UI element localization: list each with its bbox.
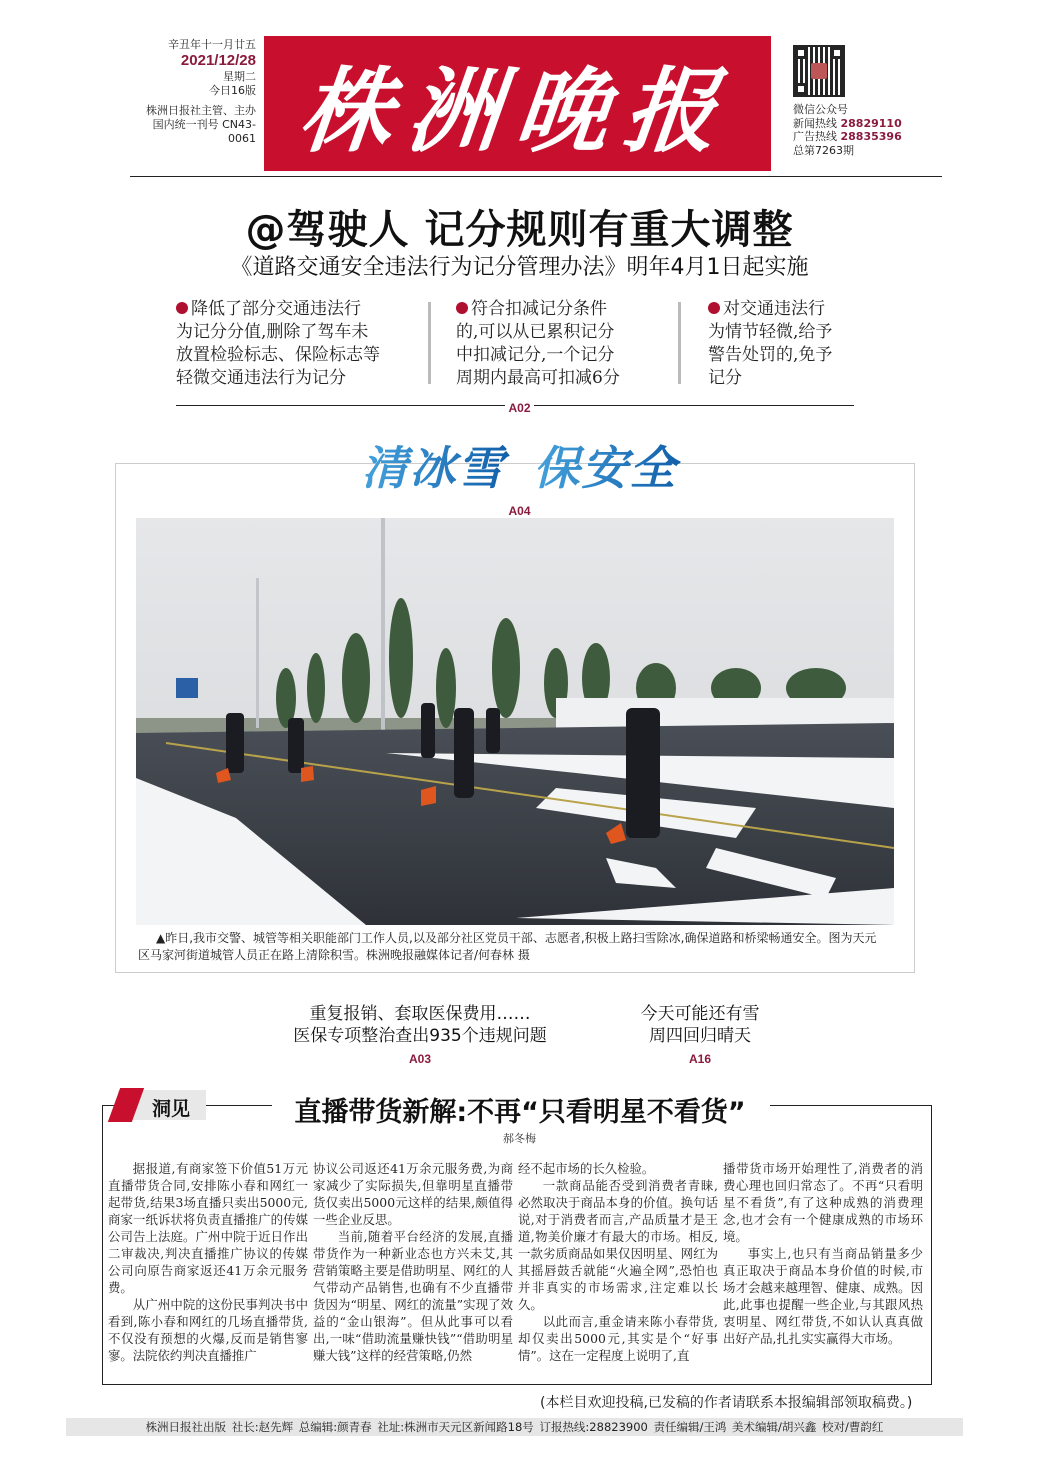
newspaper-logo: [264, 36, 771, 171]
column-separator: [428, 302, 431, 384]
column-title[interactable]: 直播带货新解:不再“只看明星不看货”: [294, 1097, 746, 1128]
teaser-medical-insurance[interactable]: 重复报销、套取医保费用…… 医保专项整治查出935个违规问题 A03: [293, 1004, 547, 1066]
registration-number: 国内统一刊号 CN43-0061: [152, 118, 256, 145]
bullet-dot-icon: [708, 302, 720, 314]
issue-date: 2021/12/28: [180, 52, 256, 69]
submission-note: (本栏目欢迎投稿,已发稿的作者请联系本报编辑部领取稿费。): [540, 1395, 913, 1411]
photo-story-title[interactable]: 清冰雪 保安全: [0, 432, 1039, 498]
page-ref-a03[interactable]: A03: [406, 1052, 434, 1066]
wechat-qr-code-icon[interactable]: [793, 45, 845, 97]
column-tag: 洞见: [118, 1090, 206, 1120]
issue-number: 总第7263期: [793, 143, 854, 157]
column-body-4: 播带货市场开始理性了,消费者的消费心理也回归常态了。不再“只看明星不看货”,有了这种成熟的消费理念,也才会有一个健康成熟的市场环境。 事实上,也只有当商品销量多少真正取决于商品本身价值的时候,市场才会越来越理智、健康、成熟。因此,此事也提醒一些企业,与其跟风热衷明星、网红带货,不如认认真真做出好产品,扎扎实实赢得大市场。: [723, 1161, 923, 1346]
masthead-divider: [130, 176, 942, 177]
bullet-dot-icon: [456, 302, 468, 314]
red-flag-icon: [108, 1088, 144, 1122]
page-count: 今日16版: [209, 84, 256, 97]
page-ref-a16[interactable]: A16: [686, 1052, 714, 1066]
lead-bullet-3: 对交通违法行 为情节轻微,给予 警告处罚的,免予 记分: [708, 299, 833, 388]
column-body-1: 据报道,有商家签下价值51万元直播带货合同,安排陈小春和网红一起带货,结果3场直播只卖出5000元,商家一纸诉状将负责直播推广的传媒公司告上法庭。广州中院于近日作出二审裁决,判决直播推广协议的传媒公司向原告商家返还41万余元服务费。 从广州中院的这份民事判决书中看到,陈小春和网红的几场直播带货,不仅没有预想的火爆,反而是销售寥寥。法院依约判决直播推广: [108, 1161, 308, 1363]
lead-subheadline: 《道路交通安全违法行为记分管理办法》明年4月1日起实施: [230, 255, 809, 280]
page-ref-a04[interactable]: A04: [0, 500, 1039, 519]
bullet-dot-icon: [176, 302, 188, 314]
snow-road-image-icon: [136, 518, 894, 925]
teaser-weather[interactable]: 今天可能还有雪 周四回归晴天 A16: [640, 1004, 760, 1066]
snow-clearing-photo: [136, 518, 894, 925]
column-author: 郝冬梅: [503, 1132, 536, 1145]
lead-bullet-2: 符合扣减记分条件 的,可以从已累积记分 中扣减记分,一个记分 周期内最高可扣减6分: [456, 299, 620, 388]
column-body-2: 协议公司返还41万余元服务费,为商家减少了实际损失,但靠明星直播带货仅卖出5000元这样的结果,颇值得一些企业反思。 当前,随着平台经济的发展,直播带货作为一种新业态也方兴未艾,其营销策略主要是借助明星、网红的人气带动产品销售,也确有不少直播带货因为“明星、网红的流量”实现了效益的“金山银海”。但从此事可以看出,一味“借助流量赚快钱”“借助明星赚大钱”这样的经营策略,仍然: [313, 1161, 513, 1363]
footer-credits: 株洲日报社出版 社长:赵先辉 总编辑:颜青春 社址:株洲市天元区新闻路18号 订报热线:28823900 责任编辑/王鸿 美术编辑/胡兴鑫 校对/曹韵红: [66, 1418, 963, 1436]
column-separator: [678, 302, 681, 384]
news-hotline: 新闻热线 28829110: [793, 116, 902, 130]
column-topline: [770, 1105, 932, 1106]
wechat-label: 微信公众号: [793, 103, 848, 116]
newspaper-name: 株洲晚报: [295, 56, 739, 165]
lead-bullet-1: 降低了部分交通违法行 为记分分值,删除了驾车未 放置检验标志、保险标志等 轻微交通违法行为记分: [176, 299, 380, 388]
photo-caption: ▲昨日,我市交警、城管等相关职能部门工作人员,以及部分社区党员干部、志愿者,积极上路扫雪除冰,确保道路和桥梁畅通安全。图为天元 区马家河街道城管人员正在路上清除积雪。株洲晚报融媒体记者/何春林 摄: [138, 931, 877, 962]
ad-hotline: 广告热线 28835396: [793, 130, 902, 143]
masthead-info-left: [128, 38, 256, 146]
weekday: 星期二: [223, 70, 256, 83]
lead-headline[interactable]: @驾驶人 记分规则有重大调整: [245, 207, 794, 253]
lunar-date: 辛丑年十一月廿五: [168, 38, 256, 51]
column-body-3: 经不起市场的长久检验。 一款商品能否受到消费者青睐,必然取决于商品本身的价值。换句话说,对于消费者而言,产品质量才是王道,物美价廉才有最大的市场。相反,一款劣质商品如果仅因明星、网红为其摇唇鼓舌就能“火遍全网”,恐怕也并非真实的市场需求,注定难以长久。 以此而言,重金请来陈小春带货,却仅卖出5000元,其实是个“好事情”。这在一定程度上说明了,直: [518, 1161, 718, 1363]
page-ref-a02[interactable]: A02: [0, 397, 1039, 416]
publisher-line: 株洲日报社主管、主办: [146, 104, 256, 117]
masthead-info-right: [793, 103, 933, 157]
